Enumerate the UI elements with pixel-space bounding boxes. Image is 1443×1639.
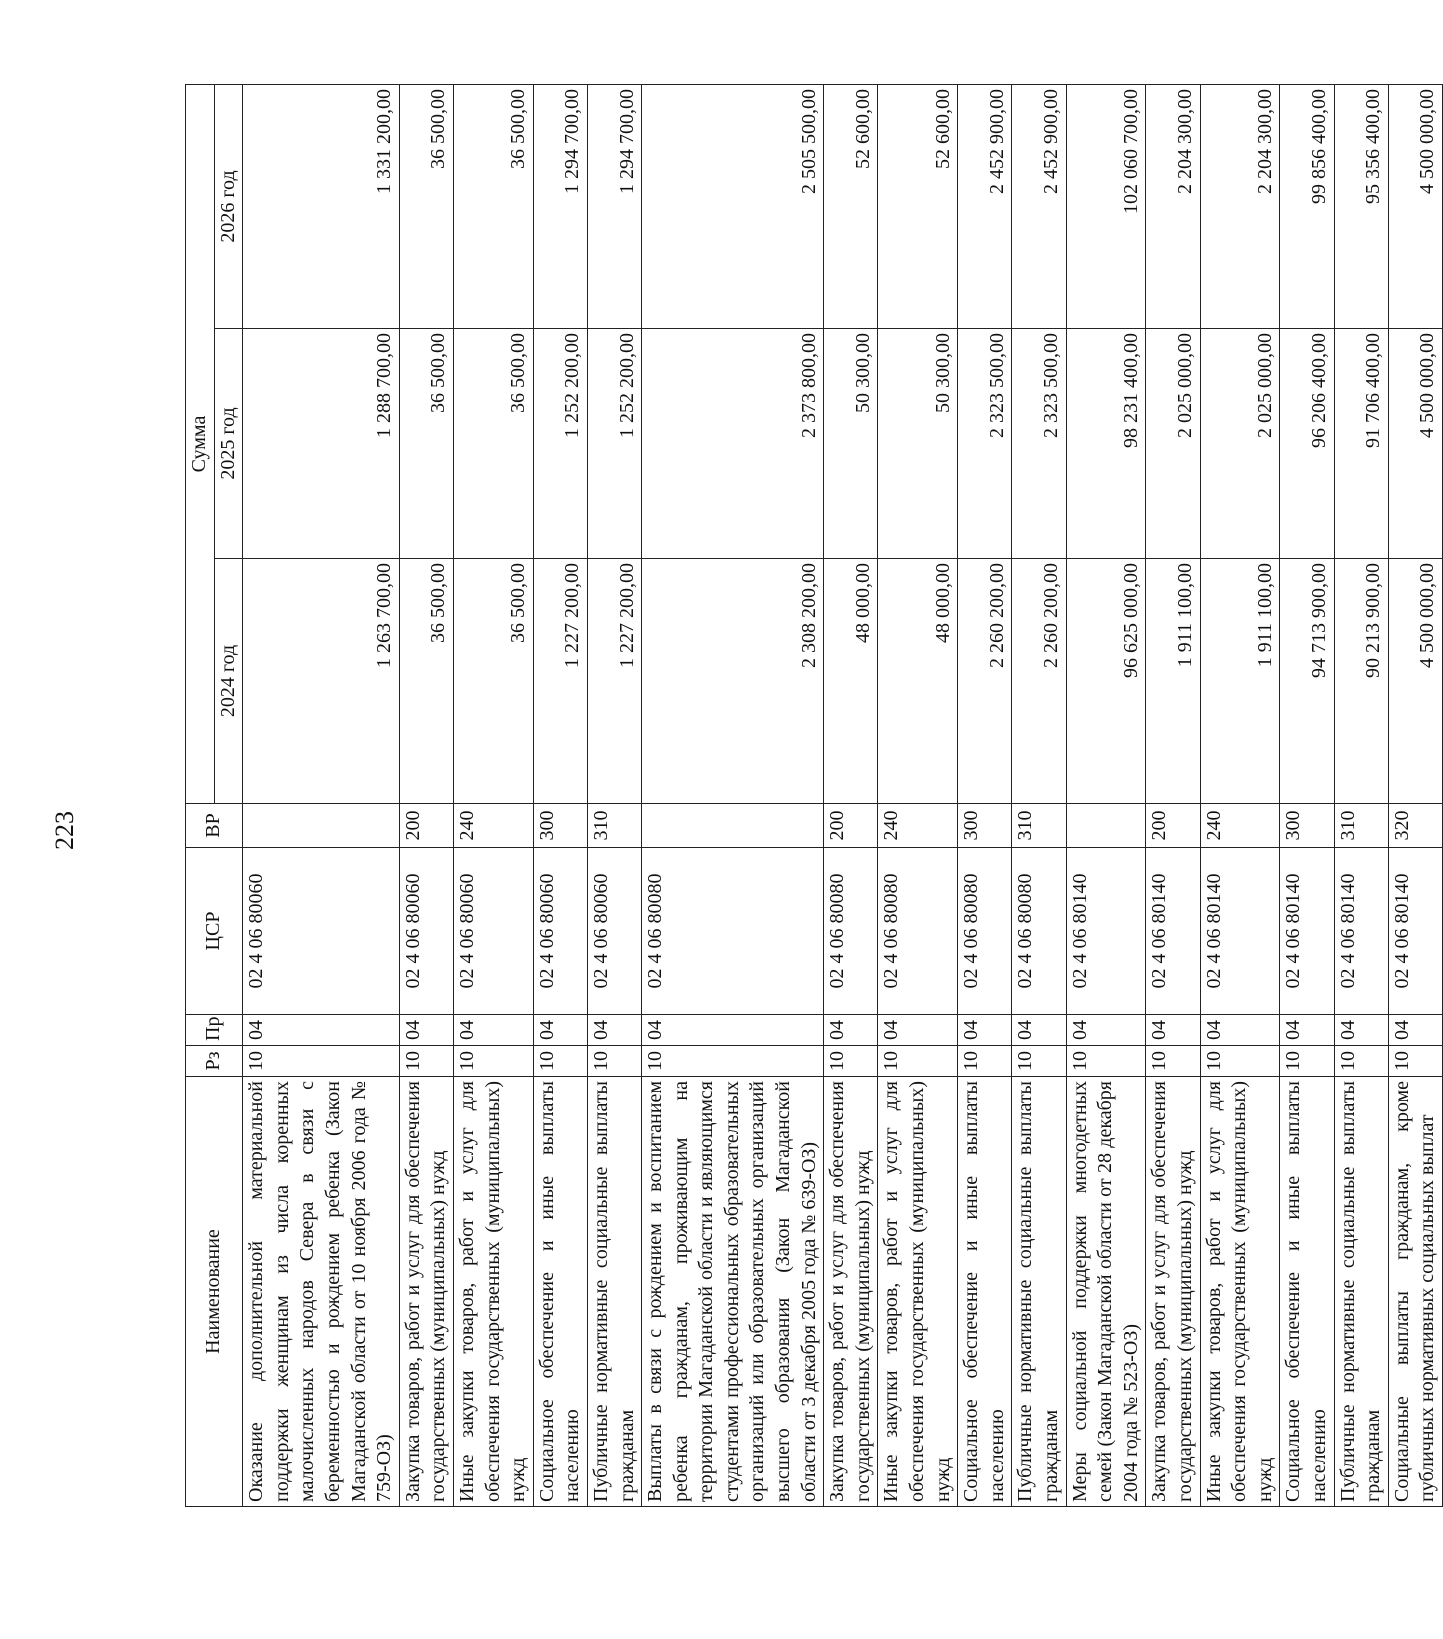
cell-vr: 320: [1388, 804, 1442, 848]
cell-pr: 04: [399, 1015, 453, 1046]
cell-2025: 91 706 400,00: [1334, 329, 1388, 559]
cell-2026: 52 600,00: [824, 84, 878, 328]
cell-name: Закупка товаров, работ и услуг для обеспечения государственных (муниципальных) нужд: [824, 1077, 878, 1507]
cell-2025: 36 500,00: [453, 329, 533, 559]
cell-2024: 2 308 200,00: [642, 559, 824, 804]
cell-csr: 02 4 06 80060: [399, 848, 453, 1015]
cell-pr: 04: [824, 1015, 878, 1046]
cell-2024: 48 000,00: [824, 559, 878, 804]
cell-rz: 10: [1388, 1046, 1442, 1077]
table-row: [878, 84, 958, 1506]
cell-2024: 1 263 700,00: [243, 559, 400, 804]
cell-name: Выплаты в связи с рождением и воспитанием ребенка гражданам, проживающим на территории Магаданской области и являющимся студентами профессиональных образовательных организаций или образовательных организаций высшего образования (Закон Магаданской области от 3 декабря 2005 года № 639-ОЗ): [642, 1077, 824, 1507]
cell-2026: 36 500,00: [453, 84, 533, 328]
cell-rz: 10: [1280, 1046, 1334, 1077]
cell-2024: 1 911 100,00: [1146, 559, 1200, 804]
cell-2026: 4 500 000,00: [1388, 84, 1442, 328]
cell-2026: 36 500,00: [399, 84, 453, 328]
cell-2024: 36 500,00: [399, 559, 453, 804]
cell-rz: 10: [878, 1046, 958, 1077]
cell-2026: 99 856 400,00: [1280, 84, 1334, 328]
cell-rz: 10: [1146, 1046, 1200, 1077]
cell-pr: 04: [878, 1015, 958, 1046]
cell-2024: 2 260 200,00: [958, 559, 1012, 804]
cell-rz: 10: [642, 1046, 824, 1077]
cell-name: Иные закупки товаров, работ и услуг для обеспечения государственных (муниципальных) нужд: [878, 1077, 958, 1507]
cell-csr: 02 4 06 80060: [243, 848, 400, 1015]
cell-name: Социальные выплаты гражданам, кроме публичных нормативных социальных выплат: [1388, 1077, 1442, 1507]
cell-2025: 4 500 000,00: [1388, 329, 1442, 559]
cell-vr: 240: [453, 804, 533, 848]
cell-2026: 2 452 900,00: [958, 84, 1012, 328]
cell-csr: 02 4 06 80080: [958, 848, 1012, 1015]
cell-pr: 04: [1066, 1015, 1146, 1046]
cell-name: Социальное обеспечение и иные выплаты населению: [958, 1077, 1012, 1507]
cell-name: Публичные нормативные социальные выплаты гражданам: [1334, 1077, 1388, 1507]
cell-vr: 200: [824, 804, 878, 848]
table-row: [399, 84, 453, 1506]
cell-pr: 04: [1200, 1015, 1280, 1046]
cell-name: Меры социальной поддержки многодетных семей (Закон Магаданской области от 28 декабря 2004 года № 523-ОЗ): [1066, 1077, 1146, 1507]
table-row: [1066, 84, 1146, 1506]
cell-2026: 2 204 300,00: [1146, 84, 1200, 328]
table-row: [1200, 84, 1280, 1506]
cell-rz: 10: [399, 1046, 453, 1077]
cell-rz: 10: [243, 1046, 400, 1077]
cell-pr: 04: [1012, 1015, 1066, 1046]
table-row: [243, 84, 400, 1506]
cell-rz: 10: [453, 1046, 533, 1077]
cell-2026: 52 600,00: [878, 84, 958, 328]
cell-pr: 04: [243, 1015, 400, 1046]
cell-csr: 02 4 06 80060: [533, 848, 587, 1015]
cell-vr: [642, 804, 824, 848]
cell-pr: 04: [642, 1015, 824, 1046]
cell-vr: [1066, 804, 1146, 848]
cell-pr: 04: [958, 1015, 1012, 1046]
cell-2024: 48 000,00: [878, 559, 958, 804]
cell-2025: 50 300,00: [878, 329, 958, 559]
cell-pr: 04: [453, 1015, 533, 1046]
table-row: [533, 84, 587, 1506]
cell-vr: 240: [1200, 804, 1280, 848]
cell-2025: 98 231 400,00: [1066, 329, 1146, 559]
cell-2024: 1 227 200,00: [533, 559, 587, 804]
cell-2026: 2 505 500,00: [642, 84, 824, 328]
header-year-2025: 2025 год: [214, 329, 243, 559]
cell-2026: 102 060 700,00: [1066, 84, 1146, 328]
cell-2026: 1 294 700,00: [533, 84, 587, 328]
cell-csr: 02 4 06 80140: [1334, 848, 1388, 1015]
cell-pr: 04: [1334, 1015, 1388, 1046]
cell-2026: 1 294 700,00: [587, 84, 641, 328]
cell-name: Иные закупки товаров, работ и услуг для обеспечения государственных (муниципальных) нужд: [1200, 1077, 1280, 1507]
cell-rz: 10: [1334, 1046, 1388, 1077]
table-row: [453, 84, 533, 1506]
cell-csr: 02 4 06 80140: [1388, 848, 1442, 1015]
budget-table: [185, 84, 1443, 1507]
table-row: [642, 84, 824, 1506]
header-rz: Рз: [186, 1046, 243, 1077]
cell-pr: 04: [587, 1015, 641, 1046]
cell-csr: 02 4 06 80140: [1066, 848, 1146, 1015]
cell-2026: 2 452 900,00: [1012, 84, 1066, 328]
header-pr: Пр: [186, 1015, 243, 1046]
cell-pr: 04: [1388, 1015, 1442, 1046]
header-csr: ЦСР: [186, 848, 243, 1015]
cell-2025: 2 323 500,00: [958, 329, 1012, 559]
table-row: [1280, 84, 1334, 1506]
header-year-2026: 2026 год: [214, 84, 243, 328]
header-sum: Сумма: [186, 84, 215, 803]
header-vr: ВР: [186, 804, 243, 848]
cell-csr: 02 4 06 80140: [1200, 848, 1280, 1015]
cell-2024: 1 911 100,00: [1200, 559, 1280, 804]
cell-vr: 310: [587, 804, 641, 848]
cell-name: Социальное обеспечение и иные выплаты населению: [533, 1077, 587, 1507]
cell-pr: 04: [1146, 1015, 1200, 1046]
rotated-budget-table-container: [185, 85, 1439, 1507]
cell-2025: 1 252 200,00: [533, 329, 587, 559]
table-row: [958, 84, 1012, 1506]
table-row: [1334, 84, 1388, 1506]
cell-pr: 04: [1280, 1015, 1334, 1046]
cell-2025: 36 500,00: [399, 329, 453, 559]
table-body: [243, 84, 1443, 1506]
cell-csr: 02 4 06 80140: [1280, 848, 1334, 1015]
cell-csr: 02 4 06 80080: [878, 848, 958, 1015]
cell-rz: 10: [587, 1046, 641, 1077]
cell-2024: 96 625 000,00: [1066, 559, 1146, 804]
cell-name: Публичные нормативные социальные выплаты гражданам: [1012, 1077, 1066, 1507]
cell-2024: 90 213 900,00: [1334, 559, 1388, 804]
cell-2025: 2 025 000,00: [1146, 329, 1200, 559]
cell-rz: 10: [533, 1046, 587, 1077]
cell-2024: 1 227 200,00: [587, 559, 641, 804]
table-row: [1012, 84, 1066, 1506]
cell-vr: [243, 804, 400, 848]
cell-rz: 10: [1066, 1046, 1146, 1077]
cell-2025: 1 252 200,00: [587, 329, 641, 559]
cell-csr: 02 4 06 80060: [587, 848, 641, 1015]
cell-csr: 02 4 06 80080: [824, 848, 878, 1015]
cell-2025: 2 323 500,00: [1012, 329, 1066, 559]
cell-2026: 2 204 300,00: [1200, 84, 1280, 328]
cell-name: Публичные нормативные социальные выплаты гражданам: [587, 1077, 641, 1507]
cell-2025: 2 025 000,00: [1200, 329, 1280, 559]
page-number: 223: [50, 811, 79, 850]
cell-2024: 94 713 900,00: [1280, 559, 1334, 804]
table-row: [824, 84, 878, 1506]
cell-2026: 95 356 400,00: [1334, 84, 1388, 328]
cell-vr: 310: [1012, 804, 1066, 848]
cell-vr: 310: [1334, 804, 1388, 848]
cell-vr: 200: [1146, 804, 1200, 848]
cell-2025: 96 206 400,00: [1280, 329, 1334, 559]
cell-2024: 4 500 000,00: [1388, 559, 1442, 804]
cell-rz: 10: [824, 1046, 878, 1077]
table-row: [1388, 84, 1442, 1506]
cell-name: Социальное обеспечение и иные выплаты населению: [1280, 1077, 1334, 1507]
cell-name: Закупка товаров, работ и услуг для обеспечения государственных (муниципальных) нужд: [399, 1077, 453, 1507]
cell-2025: 50 300,00: [824, 329, 878, 559]
cell-vr: 200: [399, 804, 453, 848]
table-row: [1146, 84, 1200, 1506]
cell-csr: 02 4 06 80060: [453, 848, 533, 1015]
cell-2025: 2 373 800,00: [642, 329, 824, 559]
cell-2024: 2 260 200,00: [1012, 559, 1066, 804]
cell-2026: 1 331 200,00: [243, 84, 400, 328]
cell-vr: 240: [878, 804, 958, 848]
cell-pr: 04: [533, 1015, 587, 1046]
cell-rz: 10: [1012, 1046, 1066, 1077]
header-year-2024: 2024 год: [214, 559, 243, 804]
cell-vr: 300: [958, 804, 1012, 848]
cell-csr: 02 4 06 80080: [642, 848, 824, 1015]
cell-rz: 10: [958, 1046, 1012, 1077]
cell-name: Закупка товаров, работ и услуг для обеспечения государственных (муниципальных) нужд: [1146, 1077, 1200, 1507]
header-name: Наименование: [186, 1077, 243, 1507]
cell-name: Иные закупки товаров, работ и услуг для обеспечения государственных (муниципальных) нужд: [453, 1077, 533, 1507]
cell-rz: 10: [1200, 1046, 1280, 1077]
cell-2024: 36 500,00: [453, 559, 533, 804]
cell-csr: 02 4 06 80080: [1012, 848, 1066, 1015]
cell-vr: 300: [1280, 804, 1334, 848]
cell-vr: 300: [533, 804, 587, 848]
cell-2025: 1 288 700,00: [243, 329, 400, 559]
table-row: [587, 84, 641, 1506]
cell-name: Оказание дополнительной материальной поддержки женщинам из числа коренных малочисленных народов Севера в связи с беременностью и рождением ребенка (Закон Магаданской области от 10 ноября 2006 года № 759-ОЗ): [243, 1077, 400, 1507]
cell-csr: 02 4 06 80140: [1146, 848, 1200, 1015]
